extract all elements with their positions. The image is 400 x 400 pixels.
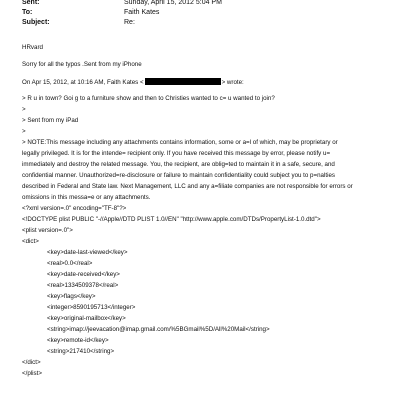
plist-entry: <real>0.0</real> — [47, 260, 93, 267]
plist-entry: <string>217410</string> — [47, 348, 115, 355]
notice-line-1: > NOTE:This message including any attachments contains information, some or a=l of which, may be proprietary or — [22, 139, 338, 146]
to-label: To: — [22, 9, 33, 16]
quoted-blank-2: > — [22, 128, 26, 135]
notice-line-2: legally privileged. It is for the intende= recipient only. If you have received this message by error, please notify u= — [22, 150, 331, 157]
plist-entry: <key>remote-id</key> — [47, 337, 109, 344]
plist-open: <plist version=.0"> — [22, 227, 73, 234]
quoted-blank-1: > — [22, 106, 26, 113]
dict-open: <dict> — [22, 238, 39, 245]
notice-line-5: described in Federal and State law. Next Management, LLC and any a=filiate companies are not responsible for errors or — [22, 183, 353, 190]
notice-line-4: confidential manner. Unauthorized=re-disclosure or failure to maintain confidentiality could subject you to p=nalties — [22, 172, 335, 179]
plist-entry: <key>flags</key> — [47, 293, 96, 300]
redaction-bar — [145, 78, 221, 85]
sent-label: Sent: — [22, 0, 40, 6]
plist-entry: <key>original-mailbox</key> — [47, 315, 126, 322]
plist-entry: <integer>8590195713</integer> — [47, 304, 136, 311]
dict-close: </dict> — [22, 359, 41, 366]
plist-entry: <key>date-received</key> — [47, 271, 120, 278]
doctype-line: <!DOCTYPE plist PUBLIC "-//Apple//DTD PLIST 1.0//EN" "http://www.apple.com/DTDs/PropertyList-1.0.dtd"> — [22, 216, 321, 223]
subject-value: Re: — [124, 19, 135, 26]
sent-value: Sunday, April 15, 2012 5:04 PM — [124, 0, 222, 6]
to-value: Faith Kates — [124, 9, 160, 16]
sorry-line: Sorry for all the typos .Sent from my iPhone — [22, 61, 142, 68]
quoted-question: > R u in town? Goi g to a furniture show and then to Christies wanted to c= u wanted to join? — [22, 95, 275, 102]
plist-entry: <string>imap://jeevacation@imap.gmail.com/%5BGmail%5D/All%20Mail</string> — [47, 326, 270, 333]
greeting: HRvard — [22, 44, 43, 51]
plist-entry: <real>1334509378</real> — [47, 282, 119, 289]
quote-intro-after: > wrote: — [221, 79, 244, 86]
xml-declaration: <?xml version=.0" encoding="TF-8"?> — [22, 205, 127, 212]
notice-line-6: omissions in this messa=e or any attachments. — [22, 194, 151, 201]
quote-intro — [22, 78, 244, 87]
notice-line-3: immediately and destroy the related message. You, the recipient, are oblig=ted to maintain it in a safe, secure, and — [22, 161, 335, 168]
subject-label: Subject: — [22, 19, 50, 26]
plist-close: </plist> — [22, 370, 42, 377]
quoted-ipad: > Sent from my iPad — [22, 117, 79, 124]
plist-entry: <key>date-last-viewed</key> — [47, 249, 128, 256]
quote-intro-before: On Apr 15, 2012, at 10:16 AM, Faith Kates < — [22, 79, 144, 86]
